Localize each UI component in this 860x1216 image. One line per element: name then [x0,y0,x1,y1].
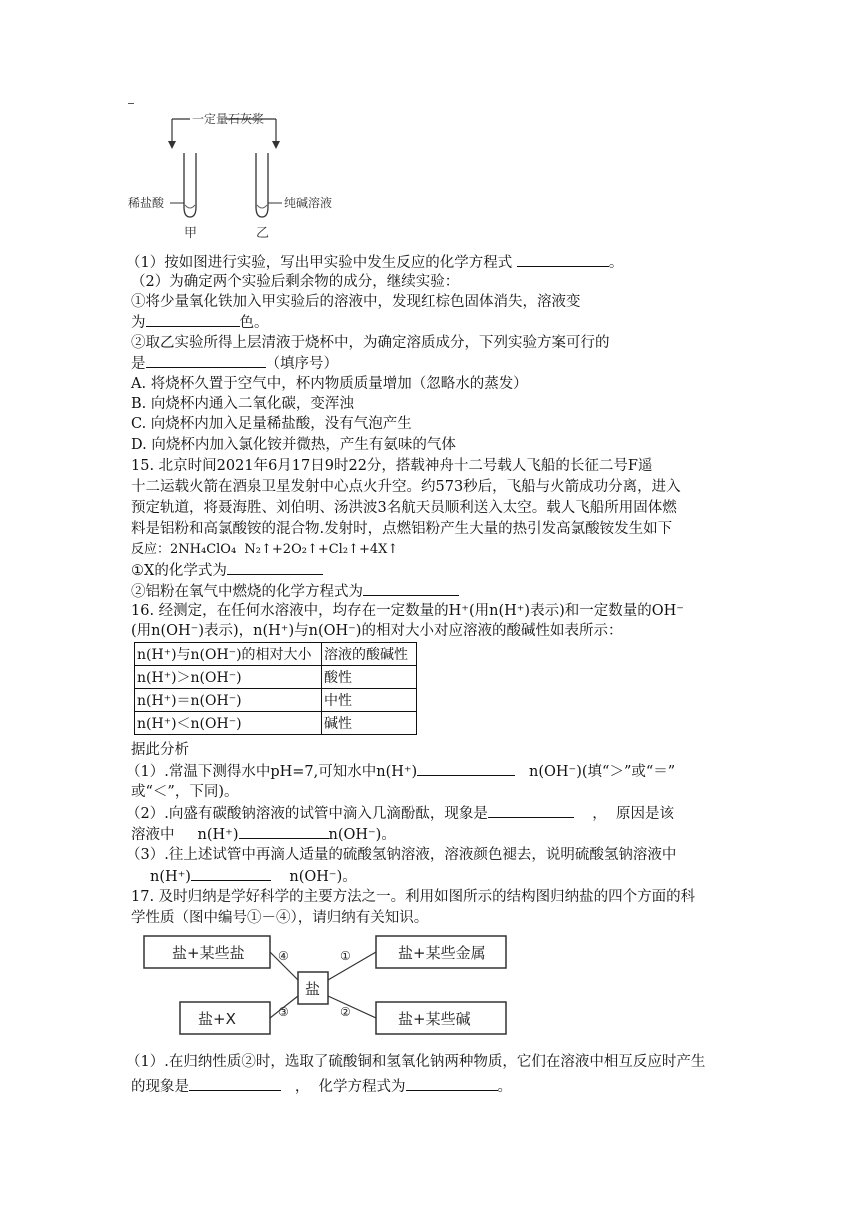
q16-blank-4[interactable] [191,866,271,881]
q16-part2-pre: （2）.向盛有碳酸钠溶液的试管中滴入几滴酚酞，现象是 [126,806,488,822]
q14-part1 [126,252,623,273]
q14-blank-equation[interactable] [517,252,609,267]
q16-blank-1[interactable] [417,761,515,776]
corner-mark [128,103,134,104]
q14-part1-text: （1）按如图进行实验，写出甲实验中发生反应的化学方程式 [126,255,513,271]
q14-part2: （2）为确定两个实验后剩余物的成分，继续实验： [131,274,460,290]
table-cell: n(H⁺)＜n(OH⁻) [135,712,322,735]
table-cell: 酸性 [322,666,417,689]
q16-part1-pre: （1）.常温下测得水中pH=7,可知水中n(H⁺) [126,764,418,780]
q14-part1-end: 。 [608,255,624,271]
q17-part1-mid: ， 化学方程式为 [294,1079,406,1095]
q16-line2: (用n(OH⁻)表示)，n(H⁺)与n(OH⁻)的相对大小对应溶液的酸碱性如表所示： [131,623,623,639]
q14-option-b: B. 向烧杯内通入二氧化碳，变浑浊 [131,396,354,412]
q14-option-d: D. 向烧杯内加入氯化铵并微热，产生有氨味的气体 [131,437,456,453]
q17-line1: 17. 及时归纳是学好科学的主要方法之一。利用如图所示的结构图归纳盐的四个方面的科 [131,889,696,905]
q17-line2: 学性质（图中编号①－④），请归纳有关知识。 [131,910,429,926]
table-cell: 碱性 [322,712,417,735]
q15-blank-al[interactable] [363,581,459,596]
q16-part1-line2: 或“＜”，下同)。 [131,784,239,800]
q14-option-c: C. 向烧杯内加入足量稀盐酸，没有气泡产生 [131,416,412,432]
q16-part1-post: n(OH⁻)(填“＞”或“＝” [529,764,676,780]
tube-jia [184,153,196,217]
table-row [135,689,417,712]
q15-sub1-text: ①X的化学式为 [131,563,227,579]
q16-part2-post: ， 原因是该 [592,806,674,822]
q14-step2-post: （填序号） [265,356,338,372]
table-header-cell: n(H⁺)与n(OH⁻)的相对大小 [135,643,322,666]
q15-line2: 十二运载火箭在酒泉卫星发射中心点火升空。约573秒后，飞船与火箭成功分离，进入 [131,479,681,495]
table-cell: n(H⁺)＞n(OH⁻) [135,666,322,689]
tube-yi-label: 乙 [256,226,270,241]
q15-line1: 15. 北京时间2021年6月17日9时22分，搭载神舟十二号载人飞船的长征二号F遥 [131,458,653,474]
test-tube-figure [126,95,346,245]
num-1: ① [340,949,351,963]
q16-part3-line1: （3）.往上述试管中再滴人适量的硫酸氢钠溶液，溶液颜色褪去，说明硫酸氢钠溶液中 [126,847,677,863]
q16-part2-line2 [131,824,396,845]
box-salt-x-label: 盐+X [198,1010,236,1028]
q14-blank-choice[interactable] [146,353,266,368]
q17-blank-equation[interactable] [406,1076,498,1091]
salt-properties-diagram [140,930,510,1036]
table-header-row [135,643,417,666]
q16-part1-line1 [126,761,675,782]
table-header-cell: 溶液的酸碱性 [322,643,417,666]
q14-blank-color[interactable] [146,312,240,327]
q15-sub2 [131,581,459,602]
q16-line1: 16. 经测定，在任何水溶液中，均存在一定数量的H⁺(用n(H⁺)表示)和一定数量的OH⁻ [131,603,684,619]
q15-sub2-text: ②铝粉在氧气中燃烧的化学方程式为 [131,584,363,600]
num-2: ② [340,1005,351,1019]
q15-line4: 料是铝粉和高氯酸铵的混合物.发射时，点燃铝粉产生大量的热引发高氯酸铵发生如下 [131,521,673,537]
q17-blank-phenomenon[interactable] [189,1076,281,1091]
num-4: ④ [278,949,289,963]
q15-reaction: 反应：2NH₄ClO₄ N₂↑+2O₂↑+Cl₂↑+4X↑ [131,542,399,557]
q17-part1-line2 [131,1076,512,1097]
table-row [135,712,417,735]
box-salt-metal-label: 盐+某些金属 [398,944,486,962]
q14-step1-post: 色。 [239,315,269,331]
table-row [135,666,417,689]
num-3: ③ [278,1005,289,1019]
q14-step1-line2 [131,312,269,333]
acidity-table [134,642,417,735]
q14-step2-line1: ②取乙实验所得上层清液于烧杯中，为确定溶质成分，下列实验方案可行的 [131,335,610,351]
q14-step2-line2 [131,353,338,374]
right-reagent-label: 纯碱溶液 [284,196,333,210]
tube-yi [256,153,268,217]
q16-analysis: 据此分析 [131,742,189,758]
q17-part1-line1: （1）.在归纳性质②时，选取了硫酸铜和氢氧化钠两种物质，它们在溶液中相互反应时产生 [126,1054,706,1070]
tube-jia-label: 甲 [184,226,198,241]
box-salt-base-label: 盐+某些碱 [398,1010,471,1028]
q16-part3-pre: n(H⁺) [150,869,191,885]
q14-step2-pre: 是 [131,356,146,372]
q16-part2b-post: n(OH⁻)。 [328,827,396,843]
q14-step1-pre: 为 [131,315,146,331]
q15-line3: 预定轨道，将聂海胜、刘伯明、汤洪波3名航天员顺利送入太空。载人飞船所用固体燃 [131,500,677,516]
q16-part2b-pre: 溶液中 n(H⁺) [131,827,239,843]
q17-part1-end: 。 [497,1079,513,1095]
q14-option-a: A. 将烧杯久置于空气中，杯内物质质量增加（忽略水的蒸发） [131,376,528,392]
limewater-label: 一定量石灰浆 [192,112,265,126]
q14-step1-line1: ①将少量氧化铁加入甲实验后的溶液中，发现红棕色固体消失，溶液变 [131,294,581,310]
table-cell: n(H⁺)＝n(OH⁻) [135,689,322,712]
q16-part3-post: n(OH⁻)。 [289,869,357,885]
box-salt-salt-label: 盐+某些盐 [172,944,245,962]
q17-part1-pre: 的现象是 [131,1079,189,1095]
q16-blank-2[interactable] [488,803,574,818]
q15-sub1 [131,560,323,581]
table-cell: 中性 [322,689,417,712]
q16-part3-line2 [150,866,357,887]
left-reagent-label: 稀盐酸 [128,196,165,210]
q15-blank-x[interactable] [227,560,323,575]
box-center-salt-label: 盐 [305,980,321,998]
q16-blank-3[interactable] [239,824,329,839]
q16-part2-line1 [126,803,674,824]
